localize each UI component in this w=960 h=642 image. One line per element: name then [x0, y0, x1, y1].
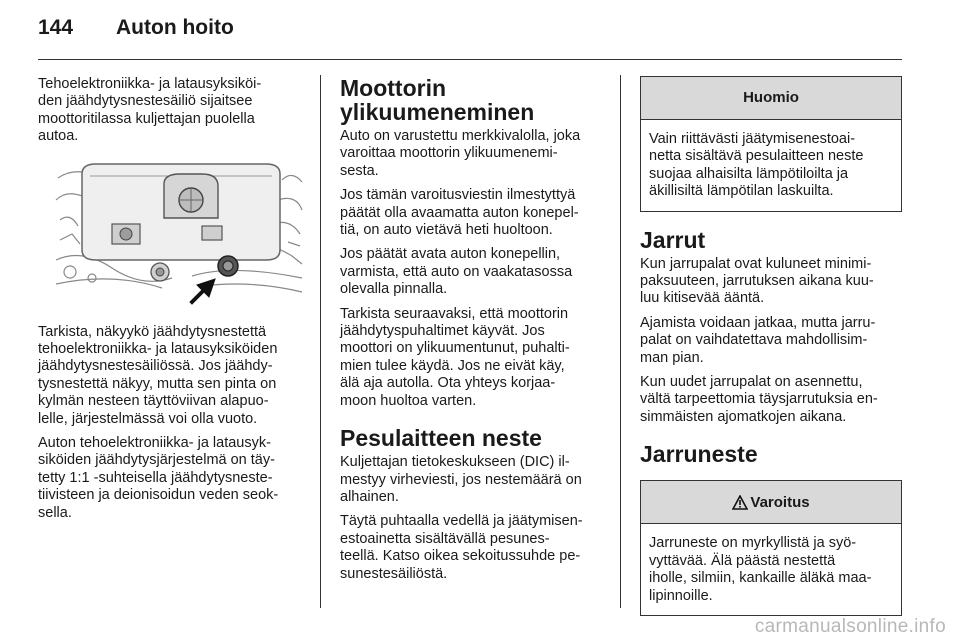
washer-paragraph-2: Täytä puhtaalla vedellä ja jäätymisen- estoainetta sisältävällä pesunes- teellä. Katso oikea sekoitussuhde pe- sunestesäiliöstä.: [340, 513, 583, 582]
section-heading-brake-fluid: Jarruneste: [640, 441, 758, 468]
check-paragraph: Tarkista, näkyykö jäähdytysnestettä tehoelektroniikka- ja latausyksiköiden jäähdytysnestesäiliössä. Jos jäähdy- tysnestettä näkyy, mutta sen pinta on kylmän nesteen täyttöviivan alapuo- lelle, järjestelmässä voi olla vuoto.: [38, 323, 278, 427]
notice-title: Huomio: [641, 77, 901, 120]
warning-body: Jarruneste on myrkyllistä ja syö- vyttävää. Älä päästä nestettä iholle, silmiin, kankaille äläkä maa- lipinnoille.: [649, 535, 872, 604]
warning-title: Varoitus: [750, 493, 810, 511]
column-3: [640, 76, 902, 632]
section-heading-washer-fluid: Pesulaitteen neste: [340, 425, 542, 452]
washer-paragraph-1: Kuljettajan tietokeskukseen (DIC) il- mestyy virheviesti, jos nestemäärä on alhainen.: [340, 454, 582, 505]
overheat-paragraph-3: Jos päätät avata auton konepellin, varmista, että auto on vaakatasossa olevalla pinnalla.: [340, 246, 573, 298]
brakes-paragraph-2: Ajamista voidaan jatkaa, mutta jarru- palat on vaihdatettava mahdollisim- man pian.: [640, 314, 876, 366]
warning-box: [640, 480, 902, 616]
watermark: carmanualsonline.info: [754, 616, 946, 637]
column-2: [340, 76, 608, 590]
column-divider-2: [620, 75, 621, 608]
overheat-paragraph-4: Tarkista seuraavaksi, että moottorin jäähdytyspuhaltimet käyvät. Jos moottori on ylikuumentunut, puhalti- mien tulee käydä. Jos ne eivät käy, älä aja autolla. Ota yhteys korjaa- moon huoltoa varten.: [340, 305, 570, 409]
column-1: [38, 76, 308, 529]
overheat-paragraph-2: Jos tämän varoitusviestin ilmestyttyä päätät olla avaamatta auton konepel- tiä, on auto vietävä heti huoltoon.: [340, 187, 579, 239]
brakes-paragraph-3: Kun uudet jarrupalat on asennettu, vältä tarpeettomia täysjarrutuksia en- simmäisten ajomatkojen aikana.: [640, 374, 878, 425]
brakes-paragraph-1: Kun jarrupalat ovat kuluneet minimi- paksuuteen, jarrutuksen aikana kuu- luu kitisevää ääntä.: [640, 255, 874, 307]
section-heading-brakes: Jarrut: [640, 226, 706, 253]
warning-header: [641, 481, 901, 524]
notice-body: Vain riittävästi jäätymisenestoai- netta sisältävä pesulaitteen neste suojaa alhaisilta lämpötiloilta ja äkillisiltä lämpötilan laskuilta.: [649, 131, 864, 200]
column-divider-1: [320, 75, 321, 608]
warning-triangle-icon: [732, 495, 748, 510]
intro-paragraph: Tehoelektroniikka- ja latausyksiköi- den jäähdytysnestesäiliö sijaitsee moottoritilassa kuljettajan puolella autoa.: [38, 76, 262, 145]
page-number: 144: [38, 16, 74, 39]
page-title: Auton hoito: [116, 16, 234, 39]
section-heading-overheating: Moottorin ylikuumeneminen: [340, 75, 535, 125]
overheat-paragraph-1: Auto on varustettu merkkivalolla, joka varoittaa moottorin ylikuumenemi- sesta.: [340, 128, 581, 179]
notice-box: [640, 76, 902, 212]
header-divider: [38, 59, 902, 60]
coolant-reservoir-figure: [52, 160, 306, 308]
coolant-mix-paragraph: Auton tehoelektroniikka- ja latausyk- siköiden jäähdytysjärjestelmä on täy- tetty 1:1 -suhteisella jäähdytysneste- tiivisteen ja deionisoidun veden seok- sella.: [38, 435, 279, 521]
